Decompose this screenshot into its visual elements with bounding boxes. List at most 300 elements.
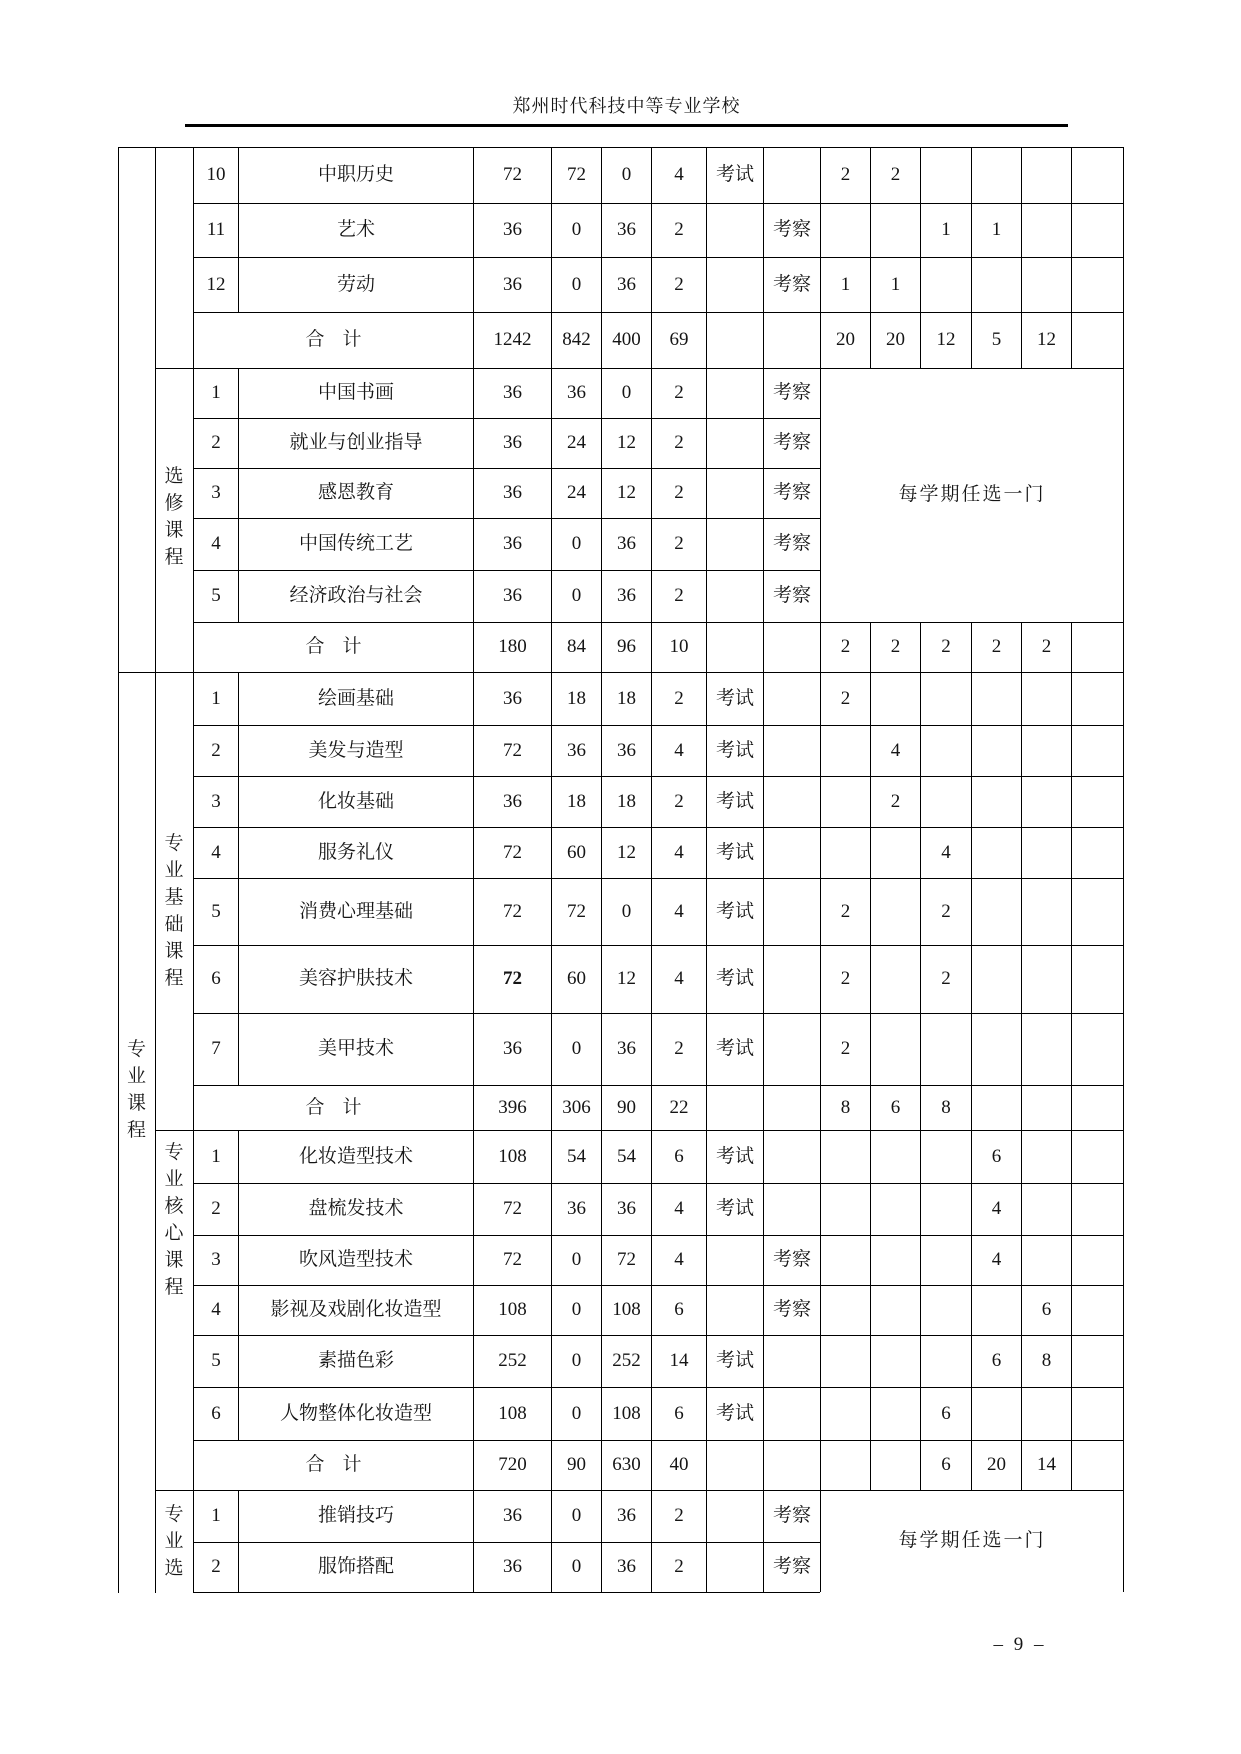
course-number-cell: 6	[193, 1387, 238, 1440]
semester-5-credit-cell	[1021, 1387, 1071, 1440]
semester-1-credit-cell: 2	[820, 147, 870, 203]
semester-3-credit-cell	[920, 1285, 971, 1335]
table-right-border	[1123, 147, 1124, 1592]
course-number-cell: 7	[193, 1013, 238, 1085]
semester-6-credit-cell	[1071, 776, 1123, 827]
semester-1-credit-cell: 1	[820, 257, 870, 312]
exam-type-cell	[706, 1085, 763, 1130]
credits-cell: 6	[651, 1387, 706, 1440]
semester-5-credit-cell	[1021, 1130, 1071, 1183]
total-hours-cell: 72	[473, 945, 551, 1013]
practice-hours-cell: 36	[601, 1542, 651, 1592]
semester-4-credit-cell	[971, 147, 1021, 203]
theory-hours-cell: 0	[551, 1235, 601, 1285]
credits-cell: 2	[651, 257, 706, 312]
theory-hours-cell: 60	[551, 945, 601, 1013]
assess-type-cell	[763, 878, 820, 945]
assess-type-cell	[763, 147, 820, 203]
assess-type-cell	[763, 622, 820, 672]
exam-type-cell: 考试	[706, 1183, 763, 1235]
theory-hours-sum-cell: 306	[551, 1085, 601, 1130]
credits-cell: 2	[651, 1542, 706, 1592]
course-number-cell: 3	[193, 468, 238, 518]
practice-hours-cell: 36	[601, 1013, 651, 1085]
exam-type-cell	[706, 518, 763, 570]
theory-hours-cell: 72	[551, 147, 601, 203]
course-number-cell: 5	[193, 570, 238, 622]
practice-hours-cell: 12	[601, 418, 651, 468]
total-hours-sum-cell: 396	[473, 1085, 551, 1130]
semester-2-credit-cell: 1	[870, 257, 920, 312]
total-hours-cell: 36	[473, 418, 551, 468]
semester-6-credit-cell	[1071, 945, 1123, 1013]
credits-cell: 2	[651, 672, 706, 725]
semester-5-credit-sum-cell: 14	[1021, 1440, 1071, 1490]
assess-type-cell	[763, 1335, 820, 1387]
course-number-cell: 1	[193, 672, 238, 725]
assess-type-cell: 考察	[763, 1490, 820, 1542]
assess-type-cell: 考察	[763, 418, 820, 468]
semester-3-credit-cell	[920, 257, 971, 312]
elective-note-cell: 每学期任选一门	[820, 368, 1123, 622]
semester-1-credit-cell: 2	[820, 878, 870, 945]
semester-2-credit-cell	[870, 1335, 920, 1387]
course-number-cell: 1	[193, 1490, 238, 1542]
semester-3-credit-cell	[920, 1130, 971, 1183]
semester-5-credit-cell	[1021, 672, 1071, 725]
practice-hours-cell: 36	[601, 1490, 651, 1542]
total-hours-cell: 72	[473, 1183, 551, 1235]
semester-1-credit-cell	[820, 725, 870, 776]
course-number-cell: 5	[193, 1335, 238, 1387]
theory-hours-cell: 0	[551, 1542, 601, 1592]
semester-2-credit-cell	[870, 878, 920, 945]
course-name-cell: 服饰搭配	[238, 1542, 473, 1592]
semester-4-credit-cell	[971, 878, 1021, 945]
total-hours-cell: 72	[473, 827, 551, 878]
semester-2-credit-cell: 2	[870, 776, 920, 827]
practice-hours-cell: 0	[601, 878, 651, 945]
practice-hours-cell: 0	[601, 368, 651, 418]
course-number-cell: 3	[193, 1235, 238, 1285]
credits-cell: 4	[651, 827, 706, 878]
course-name-cell: 美甲技术	[238, 1013, 473, 1085]
practice-hours-cell: 12	[601, 468, 651, 518]
semester-4-credit-cell	[971, 672, 1021, 725]
total-hours-cell: 36	[473, 203, 551, 257]
exam-type-cell	[706, 1285, 763, 1335]
total-hours-cell: 36	[473, 776, 551, 827]
semester-2-credit-cell	[870, 1387, 920, 1440]
assess-type-cell	[763, 1085, 820, 1130]
exam-type-cell	[706, 1440, 763, 1490]
course-name-cell: 素描色彩	[238, 1335, 473, 1387]
assess-type-cell: 考察	[763, 203, 820, 257]
semester-6-credit-cell	[1071, 1183, 1123, 1235]
exam-type-cell: 考试	[706, 1335, 763, 1387]
practice-hours-cell: 252	[601, 1335, 651, 1387]
credits-cell: 2	[651, 1013, 706, 1085]
course-number-cell: 11	[193, 203, 238, 257]
semester-3-credit-sum-cell: 8	[920, 1085, 971, 1130]
practice-hours-cell: 36	[601, 725, 651, 776]
total-hours-cell: 36	[473, 368, 551, 418]
credits-sum-cell: 22	[651, 1085, 706, 1130]
semester-3-credit-cell	[920, 1335, 971, 1387]
credits-cell: 2	[651, 418, 706, 468]
section-label: 专业基础课程	[164, 833, 184, 989]
section-total-label-cell: 合计	[193, 622, 473, 672]
course-name-cell: 中国传统工艺	[238, 518, 473, 570]
practice-hours-sum-cell: 90	[601, 1085, 651, 1130]
credits-cell: 4	[651, 1183, 706, 1235]
semester-6-credit-sum-cell	[1071, 312, 1123, 368]
practice-hours-cell: 12	[601, 827, 651, 878]
assess-type-cell	[763, 312, 820, 368]
course-number-cell: 5	[193, 878, 238, 945]
course-number-cell: 4	[193, 827, 238, 878]
semester-6-credit-cell	[1071, 1335, 1123, 1387]
total-hours-cell: 72	[473, 878, 551, 945]
course-number-cell: 2	[193, 418, 238, 468]
semester-3-credit-cell	[920, 672, 971, 725]
semester-4-credit-sum-cell	[971, 1085, 1021, 1130]
semester-1-credit-cell	[820, 1130, 870, 1183]
assess-type-cell: 考察	[763, 570, 820, 622]
assess-type-cell: 考察	[763, 1542, 820, 1592]
assess-type-cell	[763, 1183, 820, 1235]
exam-type-cell	[706, 468, 763, 518]
exam-type-cell: 考试	[706, 945, 763, 1013]
semester-6-credit-cell	[1071, 1013, 1123, 1085]
course-name-cell: 吹风造型技术	[238, 1235, 473, 1285]
semester-5-credit-cell	[1021, 945, 1071, 1013]
semester-6-credit-cell	[1071, 725, 1123, 776]
theory-hours-cell: 24	[551, 418, 601, 468]
header-rule	[185, 124, 1068, 127]
semester-5-credit-sum-cell: 2	[1021, 622, 1071, 672]
total-hours-cell: 36	[473, 518, 551, 570]
semester-4-credit-sum-cell: 20	[971, 1440, 1021, 1490]
total-hours-sum-cell: 1242	[473, 312, 551, 368]
section-total-label-cell: 合计	[193, 312, 473, 368]
theory-hours-cell: 36	[551, 368, 601, 418]
semester-5-credit-cell	[1021, 257, 1071, 312]
course-name-cell: 推销技巧	[238, 1490, 473, 1542]
course-number-cell: 12	[193, 257, 238, 312]
credits-cell: 2	[651, 776, 706, 827]
semester-4-credit-cell	[971, 945, 1021, 1013]
semester-5-credit-cell	[1021, 878, 1071, 945]
course-name-cell: 中职历史	[238, 147, 473, 203]
practice-hours-sum-cell: 96	[601, 622, 651, 672]
semester-2-credit-cell	[870, 827, 920, 878]
semester-3-credit-cell: 2	[920, 878, 971, 945]
total-hours-cell: 72	[473, 1235, 551, 1285]
practice-hours-cell: 36	[601, 257, 651, 312]
semester-1-credit-sum-cell: 20	[820, 312, 870, 368]
semester-6-credit-cell	[1071, 1285, 1123, 1335]
assess-type-cell: 考察	[763, 518, 820, 570]
credits-sum-cell: 40	[651, 1440, 706, 1490]
exam-type-cell	[706, 622, 763, 672]
theory-hours-cell: 0	[551, 570, 601, 622]
course-name-cell: 消费心理基础	[238, 878, 473, 945]
course-name-cell: 盘梳发技术	[238, 1183, 473, 1235]
theory-hours-sum-cell: 84	[551, 622, 601, 672]
assess-type-cell	[763, 1440, 820, 1490]
total-hours-cell: 36	[473, 672, 551, 725]
semester-6-credit-cell	[1071, 1387, 1123, 1440]
exam-type-cell	[706, 1542, 763, 1592]
semester-3-credit-cell	[920, 147, 971, 203]
semester-3-credit-cell	[920, 1235, 971, 1285]
semester-5-credit-cell	[1021, 203, 1071, 257]
exam-type-cell	[706, 368, 763, 418]
course-number-cell: 4	[193, 518, 238, 570]
semester-6-credit-cell	[1071, 257, 1123, 312]
theory-hours-sum-cell: 90	[551, 1440, 601, 1490]
theory-hours-cell: 72	[551, 878, 601, 945]
semester-4-credit-cell	[971, 1285, 1021, 1335]
semester-3-credit-cell	[920, 1183, 971, 1235]
semester-3-credit-cell: 6	[920, 1387, 971, 1440]
semester-6-credit-sum-cell	[1071, 622, 1123, 672]
total-hours-cell: 36	[473, 468, 551, 518]
semester-2-credit-cell	[870, 1235, 920, 1285]
course-number-cell: 2	[193, 725, 238, 776]
assess-type-cell: 考察	[763, 1235, 820, 1285]
exam-type-cell: 考试	[706, 672, 763, 725]
course-name-cell: 感恩教育	[238, 468, 473, 518]
course-name-cell: 劳动	[238, 257, 473, 312]
semester-1-credit-sum-cell	[820, 1440, 870, 1490]
semester-5-credit-cell	[1021, 1235, 1071, 1285]
semester-1-credit-cell	[820, 1387, 870, 1440]
semester-5-credit-cell	[1021, 1183, 1071, 1235]
practice-hours-cell: 54	[601, 1130, 651, 1183]
exam-type-cell: 考试	[706, 1130, 763, 1183]
practice-hours-cell: 36	[601, 1183, 651, 1235]
credits-cell: 2	[651, 368, 706, 418]
elective-note-cell: 每学期任选一门	[820, 1490, 1123, 1592]
outer-group-label: 专业课程	[126, 1039, 146, 1141]
practice-hours-cell: 0	[601, 147, 651, 203]
exam-type-cell	[706, 203, 763, 257]
assess-type-cell	[763, 776, 820, 827]
theory-hours-cell: 18	[551, 776, 601, 827]
semester-4-credit-cell: 4	[971, 1235, 1021, 1285]
semester-3-credit-cell	[920, 725, 971, 776]
semester-2-credit-cell: 4	[870, 725, 920, 776]
theory-hours-cell: 0	[551, 203, 601, 257]
practice-hours-sum-cell: 630	[601, 1440, 651, 1490]
semester-3-credit-sum-cell: 12	[920, 312, 971, 368]
course-name-cell: 服务礼仪	[238, 827, 473, 878]
semester-2-credit-sum-cell	[870, 1440, 920, 1490]
semester-4-credit-cell	[971, 1013, 1021, 1085]
assess-type-cell: 考察	[763, 368, 820, 418]
theory-hours-cell: 36	[551, 725, 601, 776]
semester-1-credit-cell	[820, 1285, 870, 1335]
semester-6-credit-cell	[1071, 147, 1123, 203]
course-name-cell: 就业与创业指导	[238, 418, 473, 468]
credits-cell: 2	[651, 518, 706, 570]
section-label: 专业核心课程	[164, 1142, 184, 1298]
credits-cell: 2	[651, 570, 706, 622]
total-hours-cell: 36	[473, 1013, 551, 1085]
credits-cell: 2	[651, 203, 706, 257]
semester-1-credit-cell: 2	[820, 1013, 870, 1085]
semester-5-credit-cell: 6	[1021, 1285, 1071, 1335]
semester-1-credit-sum-cell: 8	[820, 1085, 870, 1130]
semester-5-credit-cell	[1021, 776, 1071, 827]
theory-hours-cell: 24	[551, 468, 601, 518]
semester-2-credit-sum-cell: 20	[870, 312, 920, 368]
practice-hours-cell: 108	[601, 1285, 651, 1335]
semester-4-credit-cell	[971, 776, 1021, 827]
assess-type-cell	[763, 1387, 820, 1440]
credits-cell: 4	[651, 147, 706, 203]
theory-hours-cell: 54	[551, 1130, 601, 1183]
course-name-cell: 艺术	[238, 203, 473, 257]
assess-type-cell: 考察	[763, 257, 820, 312]
assess-type-cell	[763, 725, 820, 776]
assess-type-cell	[763, 672, 820, 725]
semester-6-credit-cell	[1071, 1130, 1123, 1183]
total-hours-cell: 108	[473, 1285, 551, 1335]
exam-type-cell	[706, 1490, 763, 1542]
exam-type-cell	[706, 257, 763, 312]
credits-cell: 14	[651, 1335, 706, 1387]
semester-6-credit-cell	[1071, 878, 1123, 945]
semester-3-credit-cell: 2	[920, 945, 971, 1013]
course-number-cell: 1	[193, 1130, 238, 1183]
semester-6-credit-sum-cell	[1071, 1085, 1123, 1130]
exam-type-cell: 考试	[706, 1387, 763, 1440]
total-hours-cell: 36	[473, 257, 551, 312]
semester-4-credit-cell: 4	[971, 1183, 1021, 1235]
course-number-cell: 6	[193, 945, 238, 1013]
practice-hours-cell: 36	[601, 570, 651, 622]
course-number-cell: 2	[193, 1183, 238, 1235]
assess-type-cell	[763, 945, 820, 1013]
exam-type-cell: 考试	[706, 776, 763, 827]
course-name-cell: 美发与造型	[238, 725, 473, 776]
semester-2-credit-cell	[870, 1183, 920, 1235]
course-name-cell: 人物整体化妆造型	[238, 1387, 473, 1440]
semester-1-credit-cell: 2	[820, 945, 870, 1013]
exam-type-cell: 考试	[706, 725, 763, 776]
section-label-column-cell	[155, 147, 193, 368]
practice-hours-sum-cell: 400	[601, 312, 651, 368]
semester-2-credit-sum-cell: 2	[870, 622, 920, 672]
theory-hours-cell: 0	[551, 257, 601, 312]
theory-hours-cell: 0	[551, 518, 601, 570]
semester-5-credit-cell	[1021, 827, 1071, 878]
page-header-title: 郑州时代科技中等专业学校	[512, 96, 741, 116]
total-hours-cell: 252	[473, 1335, 551, 1387]
course-number-cell: 1	[193, 368, 238, 418]
practice-hours-cell: 36	[601, 203, 651, 257]
credits-cell: 6	[651, 1285, 706, 1335]
semester-1-credit-cell: 2	[820, 672, 870, 725]
semester-1-credit-cell	[820, 776, 870, 827]
credits-cell: 4	[651, 1235, 706, 1285]
practice-hours-cell: 72	[601, 1235, 651, 1285]
semester-6-credit-cell	[1071, 672, 1123, 725]
theory-hours-cell: 60	[551, 827, 601, 878]
course-name-cell: 化妆造型技术	[238, 1130, 473, 1183]
exam-type-cell	[706, 570, 763, 622]
theory-hours-cell: 0	[551, 1387, 601, 1440]
section-total-label-cell: 合计	[193, 1085, 473, 1130]
semester-4-credit-sum-cell: 5	[971, 312, 1021, 368]
practice-hours-cell: 12	[601, 945, 651, 1013]
credits-sum-cell: 10	[651, 622, 706, 672]
semester-4-credit-cell	[971, 725, 1021, 776]
total-hours-cell: 36	[473, 570, 551, 622]
assess-type-cell	[763, 1130, 820, 1183]
semester-3-credit-sum-cell: 6	[920, 1440, 971, 1490]
course-number-cell: 10	[193, 147, 238, 203]
total-hours-cell: 72	[473, 725, 551, 776]
exam-type-cell: 考试	[706, 1013, 763, 1085]
semester-2-credit-cell: 2	[870, 147, 920, 203]
course-number-cell: 3	[193, 776, 238, 827]
semester-3-credit-cell: 4	[920, 827, 971, 878]
semester-3-credit-sum-cell: 2	[920, 622, 971, 672]
credits-cell: 2	[651, 468, 706, 518]
exam-type-cell: 考试	[706, 827, 763, 878]
semester-4-credit-cell: 1	[971, 203, 1021, 257]
total-hours-cell: 36	[473, 1490, 551, 1542]
practice-hours-cell: 18	[601, 672, 651, 725]
total-hours-cell: 108	[473, 1130, 551, 1183]
semester-3-credit-cell	[920, 776, 971, 827]
assess-type-cell	[763, 1013, 820, 1085]
assess-type-cell	[763, 827, 820, 878]
semester-5-credit-cell: 8	[1021, 1335, 1071, 1387]
credits-cell: 2	[651, 1490, 706, 1542]
semester-3-credit-cell	[920, 1013, 971, 1085]
course-name-cell: 化妆基础	[238, 776, 473, 827]
course-name-cell: 经济政治与社会	[238, 570, 473, 622]
semester-6-credit-cell	[1071, 827, 1123, 878]
exam-type-cell: 考试	[706, 147, 763, 203]
semester-6-credit-sum-cell	[1071, 1440, 1123, 1490]
theory-hours-sum-cell: 842	[551, 312, 601, 368]
practice-hours-cell: 18	[601, 776, 651, 827]
page-number: – 9 –	[993, 1634, 1047, 1655]
total-hours-cell: 72	[473, 147, 551, 203]
course-name-cell: 影视及戏剧化妆造型	[238, 1285, 473, 1335]
semester-5-credit-cell	[1021, 1013, 1071, 1085]
total-hours-cell: 108	[473, 1387, 551, 1440]
exam-type-cell	[706, 1235, 763, 1285]
assess-type-cell: 考察	[763, 1285, 820, 1335]
semester-2-credit-cell	[870, 1013, 920, 1085]
semester-5-credit-sum-cell: 12	[1021, 312, 1071, 368]
semester-5-credit-cell	[1021, 147, 1071, 203]
semester-4-credit-cell: 6	[971, 1335, 1021, 1387]
semester-4-credit-sum-cell: 2	[971, 622, 1021, 672]
practice-hours-cell: 108	[601, 1387, 651, 1440]
total-hours-sum-cell: 720	[473, 1440, 551, 1490]
semester-1-credit-cell	[820, 1335, 870, 1387]
section-label: 选修课程	[164, 466, 184, 568]
semester-5-credit-sum-cell	[1021, 1085, 1071, 1130]
